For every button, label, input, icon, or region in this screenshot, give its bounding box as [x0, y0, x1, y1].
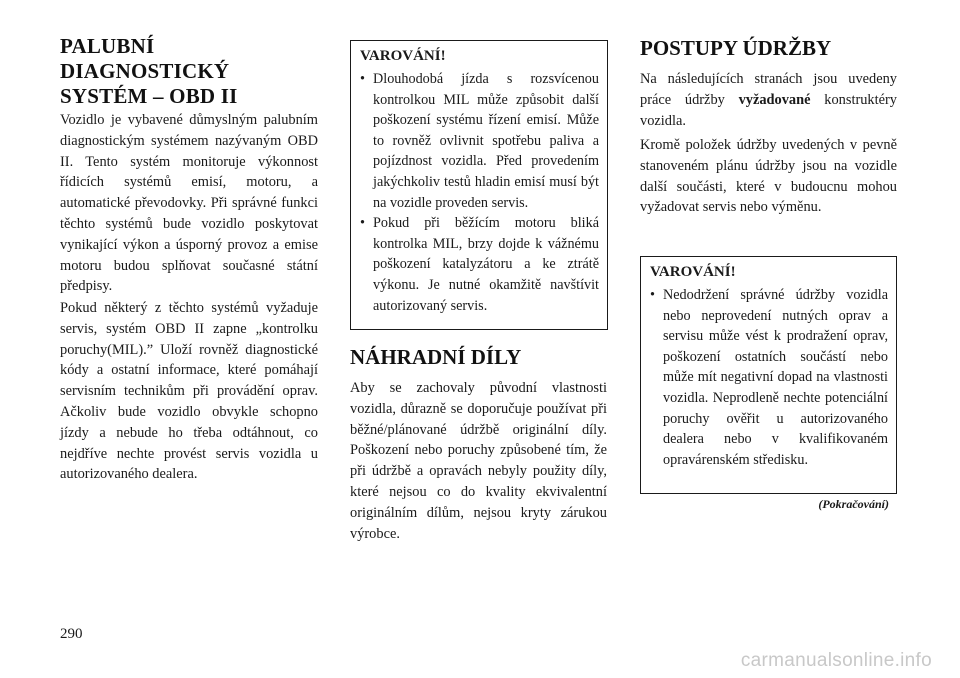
warning-item: • Dlouhodobá jízda s rozsvícenou kontrolkou MIL může způsobit další poškození systému řízení emisí. Může to rovněž ovlivnit spotřebu paliva a pojízdnost vozidla. Před provedením jakýchkoliv testů hladin emisí musí být na vozidle proveden servis.	[360, 69, 599, 213]
warning-title: VAROVÁNÍ!	[650, 264, 736, 280]
watermark: carmanualsonline.info	[740, 650, 932, 671]
warning-item: • Pokud při běžícím motoru bliká kontrolka MIL, brzy dojde k vážnému poškození katalyzátoru a ke ztrátě výkonu. Je nutné okamžitě navštívit autorizovaný servis.	[360, 213, 599, 316]
section-heading-maintenance: POSTUPY ÚDRŽBY	[640, 36, 832, 60]
warning-list	[360, 69, 599, 316]
maintenance-paragraph-2: Kromě položek údržby uvedených v pevně stanoveném plánu údržby jsou na vozidle další součásti, které v budoucnu mohou vyžadovat servis nebo výměnu.	[640, 137, 897, 216]
warning-box-mil	[350, 40, 608, 330]
text-run: Na následujících stranách jsou uvedeny práce údržby	[640, 71, 897, 108]
continued-note: (Pokračování)	[818, 497, 889, 511]
emphasis-text: vyžadované	[738, 91, 811, 108]
warning-item: • Nedodržení správné údržby vozidla nebo neprovedení nutných oprav a servisu může vést k prodražení oprav, poškození ostatních součástí nebo může mít negativní dopad na vlastnosti vozidla. Neprodleně nechte potenciální poruchy ověřit u autorizovaného dealera nebo v kvalifikovaném opravárenském středisku.	[650, 285, 888, 470]
warning-list	[650, 285, 888, 470]
warning-box-maintenance	[640, 256, 897, 494]
heading-line: PALUBNÍ	[60, 34, 155, 58]
section-heading-parts: NÁHRADNÍ DÍLY	[350, 345, 522, 369]
heading-line: SYSTÉM – OBD II	[60, 84, 238, 108]
page-number: 290	[60, 626, 83, 642]
maintenance-paragraph-1	[640, 69, 897, 131]
obd-paragraph-1: Vozidlo je vybavené důmyslným palubním diagnostickým systémem nazývaným OBD II. Tento systém monitoruje výkonnost řídicích systémů emisí, motoru, a automatické převodovky. Při správné funkci těchto systémů bude vozidlo poskytovat vynikající výkon a úsporný provoz a emise motoru budou splňovat současné státní předpisy.	[60, 112, 318, 295]
text-run: konstruktéry vozidla.	[640, 91, 897, 129]
section-heading-obd	[60, 34, 237, 109]
heading-line: DIAGNOSTICKÝ	[60, 59, 230, 83]
obd-paragraph-2: Pokud některý z těchto systémů vyžaduje servis, systém OBD II zapne „kontrolku poruchy(MIL).” Uloží rovněž diagnostické kódy a ostatní informace, které pomáhají servisním technikům při provádění oprav. Ačkoliv bude vozidlo obvykle schopno jízdy a nebude ho třeba odtáhnout, co nejdříve nechte provést servis vozidla u autorizovaného dealera.	[60, 300, 318, 483]
parts-paragraph: Aby se zachovaly původní vlastnosti vozidla, důrazně se doporučuje používat při běžné/plánované údržbě originální díly. Poškození nebo poruchy způsobené tím, že při údržbě a opravách nebyly použity díly, které nejsou co do kvality ekvivalentní originálním dílům, nejsou kryty zárukou výrobce.	[350, 380, 607, 542]
warning-title: VAROVÁNÍ!	[360, 48, 446, 64]
